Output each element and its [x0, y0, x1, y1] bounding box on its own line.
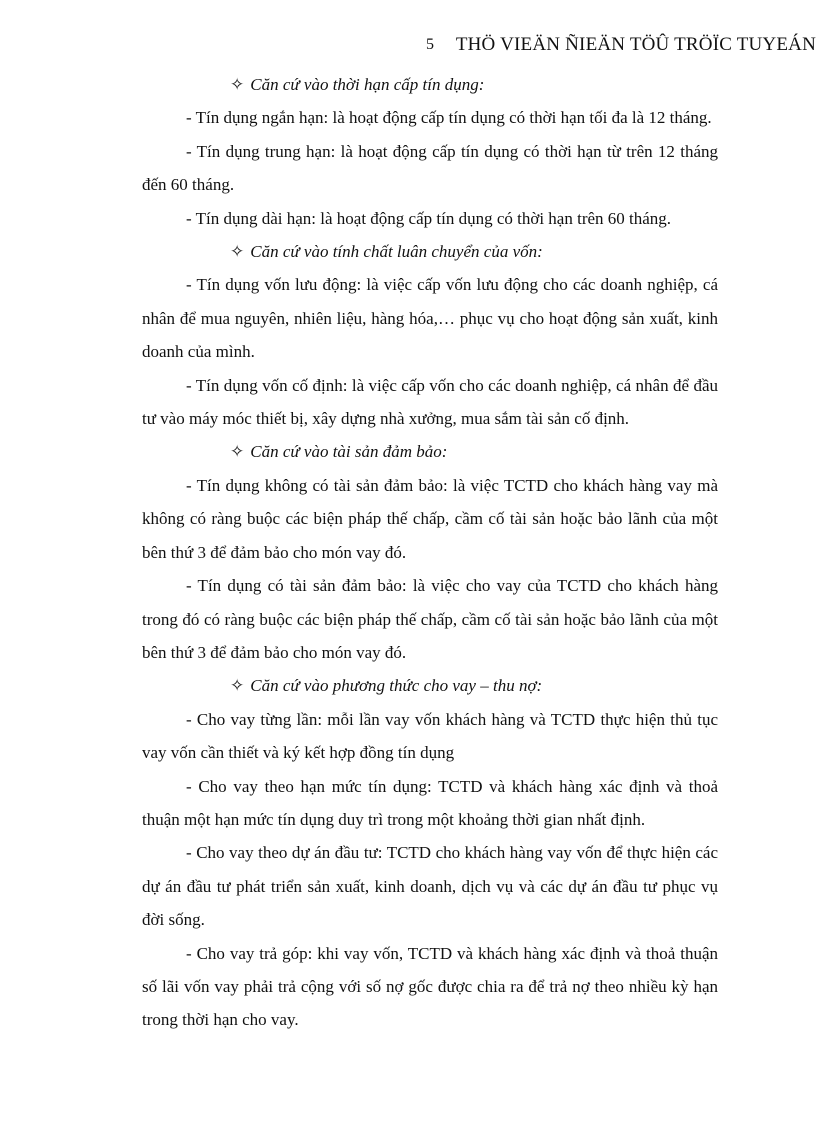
body-paragraph: - Cho vay theo hạn mức tín dụng: TCTD và khách hàng xác định và thoả thuận một hạn mức tín dụng duy trì trong một khoảng thời gian nhất định.	[142, 776, 718, 829]
section-heading: ✧ Căn cứ vào thời hạn cấp tín dụng:	[142, 68, 718, 101]
bullet-star-icon: ✧	[230, 242, 245, 262]
body-paragraph: - Cho vay từng lần: mỗi lần vay vốn khách hàng và TCTD thực hiện thủ tục vay vốn cần thiết và ký kết hợp đồng tín dụng	[142, 709, 718, 763]
body-paragraph: - Tín dụng trung hạn: là hoạt động cấp tín dụng có thời hạn từ trên 12 tháng đến 60 tháng.	[142, 141, 718, 195]
body-paragraph: - Tín dụng không có tài sản đảm bảo: là việc TCTD cho khách hàng vay mà không có ràng buộc các biện pháp thế chấp, cầm cố tài sản hoặc bảo lãnh của một bên thứ 3 để đảm bảo cho món vay đó.	[142, 475, 718, 562]
section-heading: ✧ Căn cứ vào phương thức cho vay – thu nợ:	[142, 669, 718, 702]
bullet-star-icon: ✧	[230, 75, 245, 94]
section-heading: ✧ Căn cứ vào tính chất luân chuyển của vốn:	[142, 235, 718, 268]
header-title: THÖ VIEÄN ÑIEÄN TÖÛ TRÖÏC TUYEÁN	[455, 34, 816, 55]
bullet-star-icon: ✧	[230, 676, 245, 696]
body-paragraph: - Tín dụng vốn cố định: là việc cấp vốn cho các doanh nghiệp, cá nhân để đầu tư vào máy móc thiết bị, xây dựng nhà xưởng, mua sắm tài sản cố định.	[142, 375, 718, 429]
document-body	[142, 68, 718, 1037]
page-number: 5	[426, 36, 434, 53]
body-paragraph: - Cho vay trả góp: khi vay vốn, TCTD và khách hàng xác định và thoả thuận số lãi vốn vay phải trả cộng với số nợ gốc được chia ra để trả nợ theo nhiều kỳ hạn trong thời hạn cho vay.	[142, 943, 718, 1030]
bullet-star-icon: ✧	[230, 442, 245, 462]
body-paragraph: - Tín dụng có tài sản đảm bảo: là việc cho vay của TCTD cho khách hàng trong đó có ràng buộc các biện pháp thế chấp, cầm cố tài sản hoặc bảo lãnh của một bên thứ 3 để đảm bảo cho món vay đó.	[142, 576, 718, 662]
body-paragraph: - Tín dụng dài hạn: là hoạt động cấp tín dụng có thời hạn trên 60 tháng.	[186, 208, 672, 228]
body-paragraph: - Cho vay theo dự án đầu tư: TCTD cho khách hàng vay vốn để thực hiện các dự án đầu tư phát triển sản xuất, kinh doanh, dịch vụ và các dự án đầu tư phục vụ đời sống.	[142, 843, 718, 930]
body-paragraph: - Tín dụng vốn lưu động: là việc cấp vốn lưu động cho các doanh nghiệp, cá nhân để mua nguyên, nhiên liệu, hàng hóa,… phục vụ cho hoạt động sản xuất, kinh doanh của mình.	[142, 275, 718, 362]
body-paragraph: - Tín dụng ngắn hạn: là hoạt động cấp tín dụng có thời hạn tối đa là 12 tháng.	[186, 108, 712, 128]
section-heading: ✧ Căn cứ vào tài sản đảm bảo:	[142, 435, 718, 468]
